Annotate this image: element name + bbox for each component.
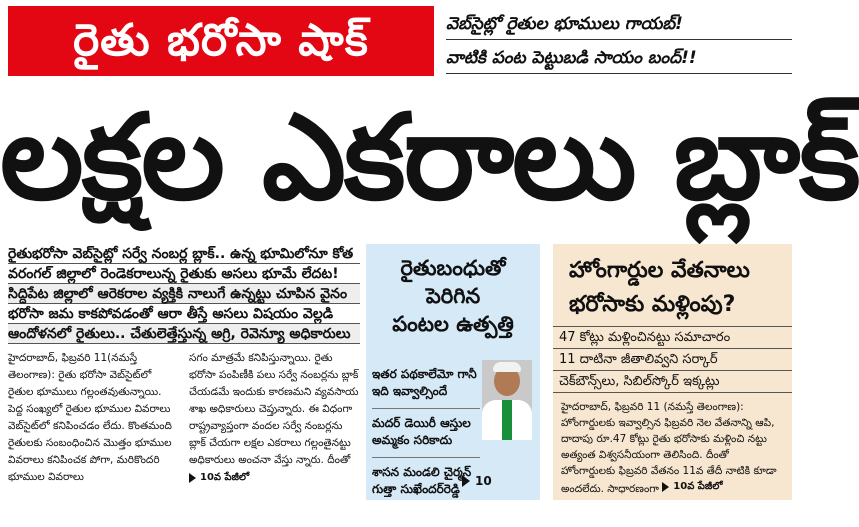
sidebar-story-homeguards — [553, 244, 792, 500]
story-body — [8, 350, 360, 500]
summary-line: వరంగల్ జిల్లాలో రెండెకరాలున్న రైతుకు అసలు భూమే లేదట! — [8, 264, 360, 284]
highlight-line: 47 కోట్లు మళ్లించినట్టు సమాచారం — [553, 326, 792, 348]
title-line: భరోసాకు మళ్లింపు? — [569, 292, 736, 317]
summary-line: సిద్దిపేట జిల్లాలో ఆరెకరాల వ్యక్తికి నాలుగే ఉన్నట్టు చూపిన వైనం — [8, 284, 360, 304]
continued-link[interactable] — [662, 479, 722, 495]
kicker-banner: రైతు భరోసా షాక్ — [8, 6, 434, 76]
main-story — [8, 244, 360, 527]
bullet-item: ఇతర పథకాలేమో గానీ ఇది ఇవ్వాల్సిందే — [372, 367, 477, 398]
title-line: హోంగార్డుల వేతనాలు — [569, 258, 750, 283]
summary-line: ఆందోళనలో రైతులు.. చేతులెత్తేస్తున్న అగ్రి, రెవెన్యూ అధికారులు — [8, 324, 360, 344]
arrow-right-icon — [189, 473, 196, 483]
page-reference[interactable] — [462, 474, 492, 488]
sidebar-title — [553, 244, 792, 326]
continued-label: 10వ పేజీలో — [673, 481, 723, 492]
photo-hair — [493, 362, 521, 372]
bullet-item: మదర్ డెయిరీ ఆస్తుల అమ్మకం సరికాదు — [372, 408, 480, 457]
sidebar-highlights — [553, 326, 792, 392]
story-column — [189, 350, 360, 500]
sidebar-body — [553, 392, 792, 495]
arrow-right-icon — [462, 475, 470, 487]
story-text: హైదరాబాద్, ఫిబ్రవరి 11(నమస్తే తెలంగాణ): రైతు భరోసా వెబ్‌సైట్‌లో రైతుల భూములు గల్లంతవుతున్నాయి. పెద్ద సంఖ్యలో రైతుల భూముల వివరాలు వెబ్‌సైట్‌లో కనిపించడం లేదు. కొంతమంది రైతులకు సంబంధించిన మొత్తం భూముల వివరాలు కనిపించక పోగా, మరికొందరి భూముల వివరాలు — [8, 352, 172, 483]
photo-scarf — [502, 400, 512, 440]
title-line: పంటల ఉత్పత్తి — [392, 312, 514, 336]
continued-link[interactable] — [189, 469, 249, 486]
subdeck-line: వెబ్‌సైట్లో రైతుల భూములు గాయబ్! — [446, 8, 792, 40]
subdeck-line: వాటికి పంట పెట్టుబడి సాయం బంద్!! — [446, 42, 792, 74]
sidebar-story-rythu-bandhu — [366, 244, 540, 500]
subdeck-group — [446, 8, 792, 74]
story-text-part: సగం మాత్రమే కనిపిస్తున్నాయి. రైతు భరోసా పంపిణీకి పలు సర్వే నంబర్లను బ్లాక్ చేయడమే ఇందుకు కారణమని వ్యవసాయ శాఖ అధికారులు చెప్తున్నారు. ఈ విధంగా రాష్ట్రవ్యాప్తంగా వందల సర్వే నంబర్లను బ్లాక్ చేయగా లక్షల ఎకరాలు గల్లంతైనట్టు అధికారులు అంచనా వేస్తు న్నారు. దీంతో — [189, 352, 359, 466]
highlight-line: చెక్‌బౌన్స్‌లు, సిబిల్‌స్కోర్ ఇక్కట్లు — [553, 370, 792, 392]
continued-label: 10వ పేజీలో — [200, 472, 250, 483]
sidebar-title — [366, 244, 540, 338]
summary-line: రైతుభరోసా వెబ్‌సైట్లో సర్వే నంబర్ల బ్లాక్.. ఉన్న భూమిలోనూ కోత — [8, 244, 360, 264]
highlight-line: 11 దాటినా జీతాలివ్వని సర్కార్ — [553, 348, 792, 370]
title-line: పెరిగిన — [425, 284, 481, 308]
story-text — [189, 350, 360, 489]
main-headline: లక్షల ఎకరాలు బ్లాక్ — [0, 88, 859, 226]
bullet-item: శాసన మండలి చైర్మన్ గుత్తా సుఖేందర్‌రెడ్డి — [372, 457, 480, 506]
arrow-right-icon — [662, 482, 669, 492]
story-column — [8, 350, 179, 500]
page-reference-number: 10 — [475, 474, 492, 488]
summary-line: భరోసా జమ కాకపోవడంతో ఆరా తీస్తే అసలు విషయం వెల్లడి — [8, 304, 360, 324]
title-line: రైతుబంధుతో — [400, 256, 506, 280]
story-text: హైదరాబాద్, ఫిబ్రవరి 11 (నమస్తే తెలంగాణ): హోంగార్డులకు ఇవ్వాల్సిన ఫిబ్రవరి నెల వేతనాన్ని ఆపి, దాదాపు రూ.47 కోట్లు రైతు భరోసాకు మళ్లించి నట్టు అత్యంత విశ్వసనీయంగా తెలిసింది. దీంతో హోంగార్డులకు ఫిబ్రవరి వేతనం 11వ తేదీ నాటికి కూడా అందలేదు. సాధారణంగా — [561, 401, 777, 495]
person-photo — [482, 360, 532, 440]
